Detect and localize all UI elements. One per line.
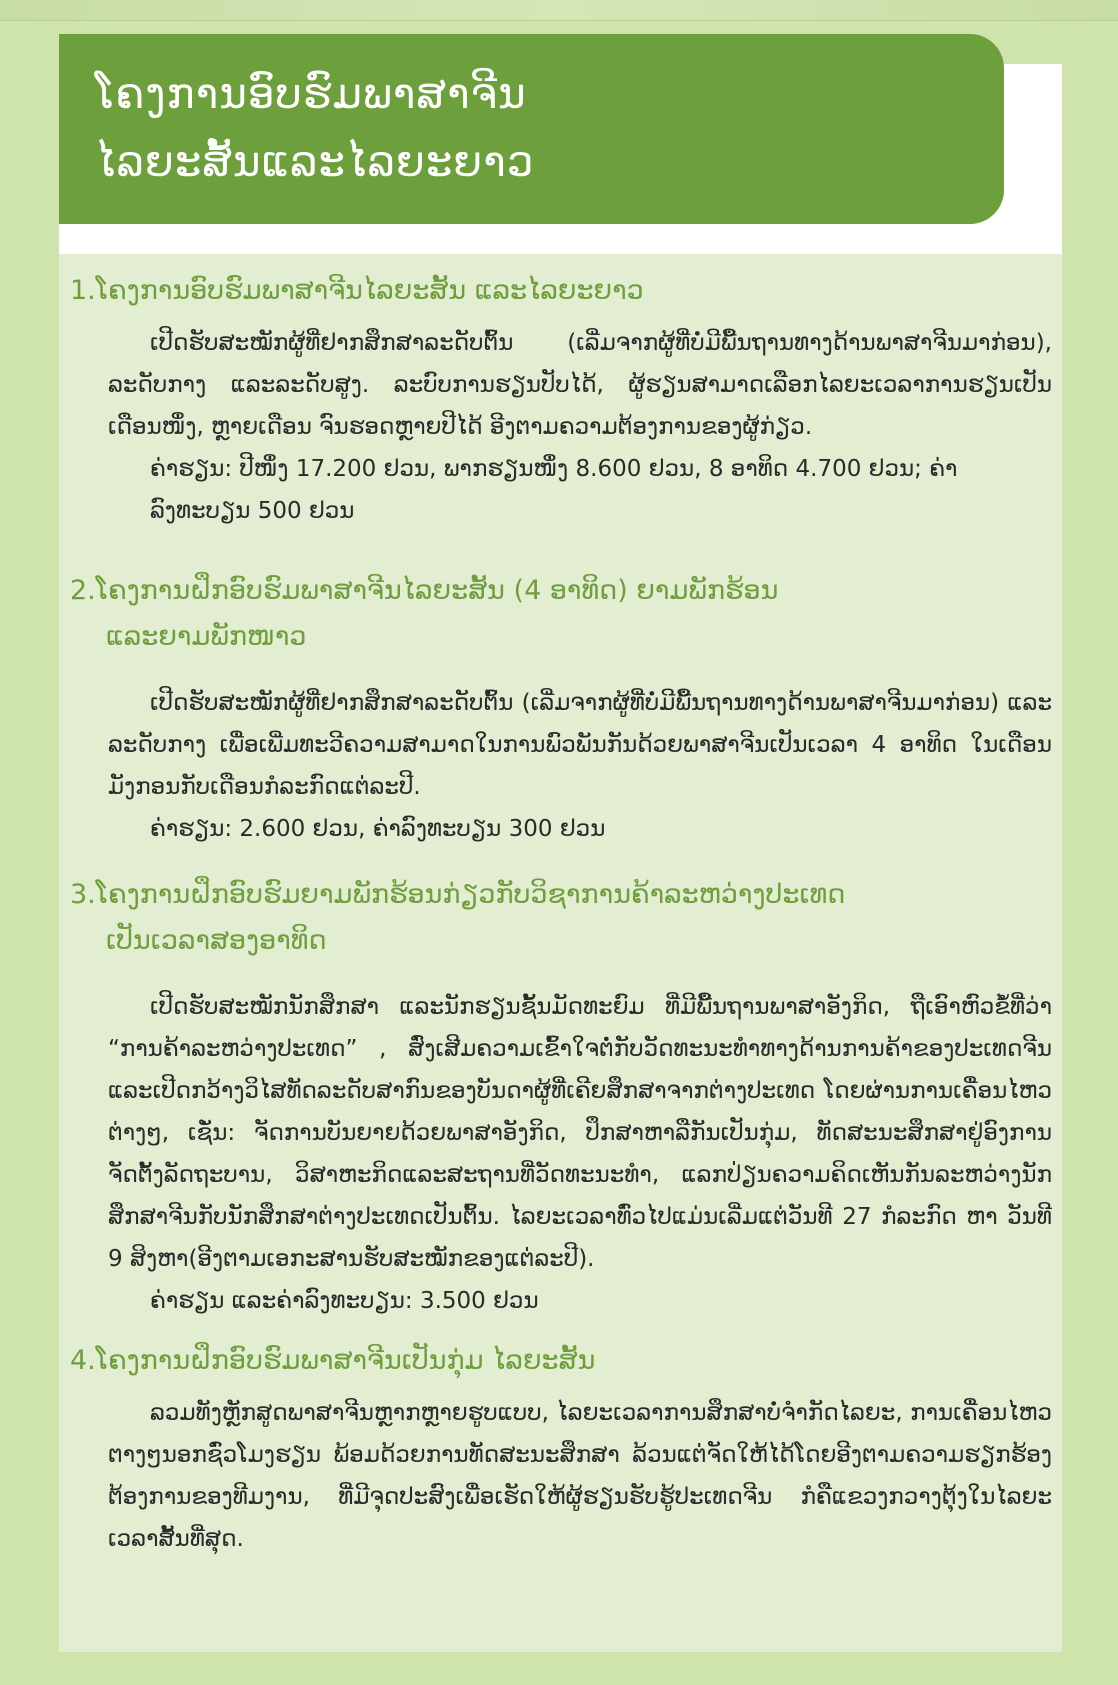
section-description-text: ລວມທັງຫຼັກສູດພາສາຈີນຫຼາກຫຼາຍຮູບແບບ, ໄລຍະເວລາການສຶກສາບໍ່ຈຳກັດໄລຍະ, ການເຄື່ອນໄຫວຕາງໆນອກຊົ່ວໂມງຮຽນ ພ້ອມດ້ວຍການທັດສະນະສຶກສາ ລ້ວນແຕ່ຈັດໃຫ້ໄດ້ໂດຍອີງຕາມຄວາມຮຽກຮ້ອງຕ້ອງການຂອງທີມງານ, ທີ່ມີຈຸດປະສົງເພື່ອເຮັດໃຫ້ຜູ້ຮຽນຮັບຮູ້ປະເທດຈີນ ກໍຄືແຂວງກວາງຕຸ້ງໃນໄລຍະເວລາສັ້ນທີ່ສຸດ.: [108, 1400, 1052, 1552]
section-fee: ຄ່າຮຽນ: 2.600 ຢວນ, ຄ່າລົງທະບຽນ 300 ຢວນ: [150, 816, 606, 842]
section-title-continuation: ແລະຍາມພັກໜາວ: [106, 621, 307, 652]
page-title-line-2: ໄລຍະສັ້ນແລະໄລຍະຍາວ: [95, 137, 535, 186]
section-number: 4.: [70, 1345, 96, 1376]
program-section-4: [70, 1338, 1052, 1560]
section-description-text: ເປີດຮັບສະໝັກຜູ້ທີ່ຢາກສຶກສາລະດັບຕົ້ນ (ເລີ່ມຈາກຜູ້ທີ່ບໍ່ມີພື້ນຖານທາງດ້ານພາສາຈີນມາກ່ອນ) ແລະລະດັບກາງ ເພື່ອເພີ່ມທະວີຄວາມສາມາດໃນການພົວພັນກັນດ້ວຍພາສາຈີນເປັນເວລາ 4 ອາທິດ ໃນເດືອນມັງກອນກັບເດືອນກໍລະກົດແຕ່ລະປີ.: [108, 690, 1052, 800]
page-header: [59, 34, 1004, 224]
section-number: 1.: [70, 275, 96, 306]
section-description: [70, 1392, 1052, 1560]
section-title-text: ໂຄງການຝຶກອົບຮົມຍາມພັກຮ້ອນກ່ຽວກັບວິຊາການຄ້າລະຫວ່າງປະເທດ: [95, 879, 846, 910]
section-description: [70, 986, 1052, 1280]
program-list: [70, 268, 1052, 1574]
section-fee: ຄ່າຮຽນ ແລະຄ່າລົງທະບຽນ: 3.500 ຢວນ: [150, 1288, 539, 1314]
section-title-text: ໂຄງການຝຶກອົບຮົມພາສາຈີນເປັນກຸ່ມ ໄລຍະສັ້ນ: [95, 1345, 596, 1376]
section-number: 3.: [70, 879, 96, 910]
section-description: [70, 682, 1052, 808]
section-title-text: ໂຄງການອົບຮົມພາສາຈີນໄລຍະສັ້ນ ແລະໄລຍະຍາວ: [95, 275, 644, 306]
section-title-continuation: ເປັນເວລາສອງອາທິດ: [106, 925, 327, 956]
page-title-line-1: ໂຄງການອົບຮົມພາສາຈີນ: [95, 69, 527, 118]
section-description-text: ເປີດຮັບສະໝັກຜູ້ທີ່ຢາກສຶກສາລະດັບຕົ້ນ (ເລີ່ມຈາກຜູ້ທີ່ບໍ່ມີພື້ນຖານທາງດ້ານພາສາຈີນມາກ່ອນ), ລະດັບກາງ ແລະລະດັບສູງ. ລະບົບການຮຽນປັບໄດ້, ຜູ້ຮຽນສາມາດເລືອກໄລຍະເວລາການຮຽນເປັນເດືອນໜຶ່ງ, ຫຼາຍເດືອນ ຈົນຮອດຫຼາຍປີໄດ້ ອີງຕາມຄວາມຕ້ອງການຂອງຜູ້ກ່ຽວ.: [108, 330, 1052, 440]
section-number: 2.: [70, 575, 96, 606]
section-title: [70, 568, 1052, 660]
section-fee: ຄ່າຮຽນ: ປີໜຶ່ງ 17.200 ຢວນ, ພາກຮຽນໜຶ່ງ 8.600 ຢວນ, 8 ອາທິດ 4.700 ຢວນ; ຄ່າລົງທະບຽນ 500 ຢວນ: [150, 456, 958, 524]
program-section-3: [70, 872, 1052, 1322]
section-title: [70, 872, 1052, 964]
section-title-text: ໂຄງການຝຶກອົບຮົມພາສາຈີນໄລຍະສັ້ນ (4 ອາທິດ) ຍາມພັກຮ້ອນ: [95, 575, 779, 606]
program-section-2: [70, 568, 1052, 850]
program-section-1: [70, 268, 1052, 532]
section-description-text: ເປີດຮັບສະໝັກນັກສຶກສາ ແລະນັກຮຽນຊັ້ນມັດທະຍົມ ທີ່ມີພື້ນຖານພາສາອັງກິດ, ຖືເອົາຫົວຂໍ້ທີ່ວ່າ “ການຄ້າລະຫວ່າງປະເທດ” , ສົ່ງເສີມຄວາມເຂົ້າໃຈຕໍ່ກັບວັດທະນະທຳທາງດ້ານການຄ້າຂອງປະເທດຈີນ ແລະເປີດກວ້າງວິໄສທັດລະດັບສາກົນຂອງບັນດາຜູ້ທີ່ເຄີຍສຶກສາຈາກຕ່າງປະເທດ ໂດຍຜ່ານການເຄື່ອນໄຫວຕ່າງໆ, ເຊັ່ນ: ຈັດການບັນຍາຍດ້ວຍພາສາອັງກິດ, ປຶກສາຫາລືກັນເປັນກຸ່ມ, ທັດສະນະສຶກສາຢູ່ອົງການຈັດຕັ້ງລັດຖະບານ, ວິສາຫະກິດແລະສະຖານທີ່ວັດທະນະທຳ, ແລກປ່ຽນຄວາມຄິດເຫັນກັນລະຫວ່າງນັກສຶກສາຈີນກັບນັກສຶກສາຕ່າງປະເທດເປັນຕົ້ນ. ໄລຍະເວລາທົ່ວໄປແມ່ນເລີ່ມແຕ່ວັນທີ 27 ກໍລະກົດ ຫາ ວັນທີ 9 ສິງຫາ(ອີງຕາມເອກະສານຮັບສະໝັກຂອງແຕ່ລະປີ).: [108, 994, 1052, 1272]
section-title: [70, 268, 1052, 314]
section-title: [70, 1338, 1052, 1384]
section-description: [70, 322, 1052, 448]
top-decorative-strip: [0, 0, 1118, 21]
